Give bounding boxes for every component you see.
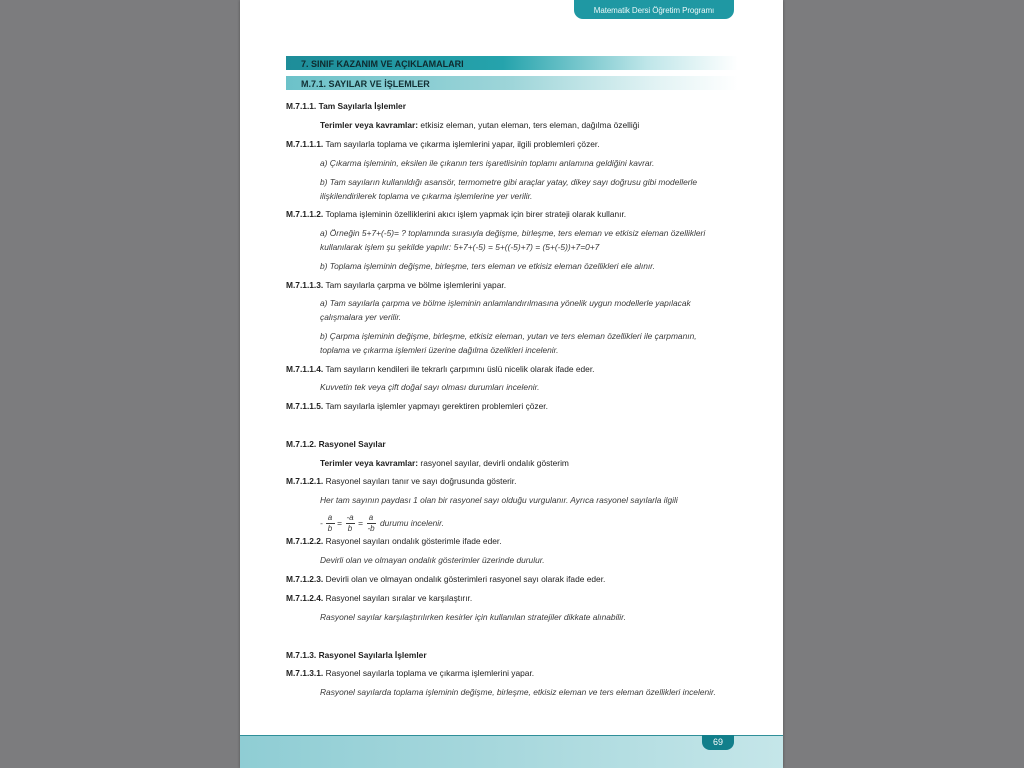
outcome-code: M.7.1.2.1. (286, 476, 324, 486)
explanation: çalışmalara yer verilir. (320, 312, 402, 322)
outcome-code: M.7.1.1.2. (286, 209, 324, 219)
explanation: Kuvvetin tek veya çift doğal sayı olması durumları incelenir. (320, 382, 540, 392)
terms-text: etkisiz eleman, yutan eleman, ters eleman, dağılma özelliği (420, 120, 640, 130)
outcome-line (286, 477, 516, 485)
equals-sign: = (337, 518, 342, 528)
explanation: ilişkilendirilerek toplama ve çıkarma işlemlerine yer verilir. (320, 191, 533, 201)
outcome-text: Rasyonel sayıları tanır ve sayı doğrusunda gösterir. (325, 476, 517, 486)
outcome-text: Tam sayılarla toplama ve çıkarma işlemlerini yapar, ilgili problemleri çözer. (325, 139, 600, 149)
page-number: 69 (712, 737, 723, 747)
fraction-numerator: a (368, 513, 374, 522)
explanation: Rasyonel sayılar karşılaştırılırken kesirler için kullanılan stratejiler dikkate alınabilir. (320, 612, 626, 622)
outcome-text: Tam sayıların kendileri ile tekrarlı çarpımını üslü nicelik olarak ifade eder. (325, 364, 595, 374)
fraction-denominator: -b (367, 524, 375, 533)
unit-title: M.7.1. SAYILAR VE İŞLEMLER (301, 78, 430, 89)
fraction-numerator: a (327, 513, 333, 522)
outcome-code: M.7.1.2.3. (286, 574, 324, 584)
page-number-tab (702, 735, 734, 750)
outcome-text: Rasyonel sayıları sıralar ve karşılaştırır. (325, 593, 473, 603)
outcome-text: Toplama işleminin özelliklerini akıcı işlem yapmak için birer strateji olarak kullanır. (325, 209, 627, 219)
explanation: Devirli olan ve olmayan ondalık gösterimler üzerinde durulur. (320, 555, 545, 565)
outcome-line (286, 575, 605, 583)
explanation: Her tam sayının paydası 1 olan bir rasyonel sayı olduğu vurgulanır. Ayrıca rasyonel sayılarla ilgili (320, 495, 678, 505)
unit-band (286, 76, 738, 90)
outcome-code: M.7.1.3.1. (286, 668, 324, 678)
outcome-text: Devirli olan ve olmayan ondalık gösterimleri rasyonel sayı olarak ifade eder. (325, 574, 606, 584)
minus-sign: - (320, 518, 323, 528)
explanation: toplama ve çıkarma işlemleri üzerine dağılma özelikleri incelenir. (320, 345, 559, 355)
outcome-text: Rasyonel sayıları ondalık gösterimle ifade eder. (325, 536, 502, 546)
outcome-code: M.7.1.1.4. (286, 364, 324, 374)
explanation: a) Örneğin 5+7+(-5)= ? toplamında sırasıyla değişme, birleşme, ters eleman ve etkisiz eleman özellikleri (320, 228, 706, 238)
outcome-line (286, 402, 548, 410)
explanation: a) Çıkarma işleminin, eksilen ile çıkanın ters işaretlisinin toplamı anlamına geldiğini kavrar. (320, 158, 655, 168)
outcome-code: M.7.1.2.2. (286, 536, 324, 546)
outcome-text: Tam sayılarla işlemler yapmayı gerektiren problemleri çözer. (325, 401, 548, 411)
outcome-line (286, 537, 502, 545)
fraction-denominator: b (327, 524, 333, 533)
terms-label: Terimler veya kavramlar: (320, 120, 419, 130)
outcome-text: Tam sayılarla çarpma ve bölme işlemlerini yapar. (325, 280, 507, 290)
header-title: Matematik Dersi Öğretim Programı (593, 6, 715, 15)
outcome-code: M.7.1.1.1. (286, 139, 324, 149)
section-heading: M.7.1.3. Rasyonel Sayılarla İşlemler (286, 650, 427, 660)
outcome-code: M.7.1.1.5. (286, 401, 324, 411)
explanation: b) Tam sayıların kullanıldığı asansör, termometre gibi araçlar yatay, dikey sayı doğrusu gibi modellerle (320, 177, 698, 187)
document-page (240, 0, 783, 768)
explanation: b) Çarpma işleminin değişme, birleşme, etkisiz eleman, yutan ve ters eleman özellikleri ile çarpmanın, (320, 331, 697, 341)
grade-band (286, 56, 738, 70)
explanation: a) Tam sayılarla çarpma ve bölme işleminin anlamlandırılmasına yönelik uygun modellerle yapılacak (320, 298, 691, 308)
section-heading: M.7.1.2. Rasyonel Sayılar (286, 439, 386, 449)
outcome-code: M.7.1.1.3. (286, 280, 324, 290)
outcome-line (286, 210, 626, 218)
terms-text: rasyonel sayılar, devirli ondalık gösterim (420, 458, 569, 468)
outcome-line (286, 365, 594, 373)
terms-label: Terimler veya kavramlar: (320, 458, 419, 468)
fraction-tail: durumu incelenir. (380, 518, 444, 528)
grade-title: 7. SINIF KAZANIM VE AÇIKLAMALARI (301, 58, 464, 69)
outcome-line (286, 281, 506, 289)
fraction-numerator: -a (346, 513, 354, 522)
explanation: kullanılarak işlem şu şekilde yapılır: 5+7+(-5) = 5+((-5)+7) = (5+(-5))+7=0+7 (320, 242, 600, 252)
outcome-line (286, 669, 534, 677)
header-tab (574, 0, 734, 19)
fraction-denominator: b (347, 524, 353, 533)
explanation: Rasyonel sayılarda toplama işleminin değişme, birleşme, etkisiz eleman ve ters eleman özellikleri incelenir. (320, 687, 716, 697)
outcome-line (286, 140, 600, 148)
outcome-code: M.7.1.2.4. (286, 593, 324, 603)
section-heading: M.7.1.1. Tam Sayılarla İşlemler (286, 101, 406, 111)
outcome-text: Rasyonel sayılarla toplama ve çıkarma işlemlerini yapar. (325, 668, 535, 678)
terms-line (320, 459, 569, 467)
terms-line (320, 121, 639, 129)
equals-sign: = (358, 518, 363, 528)
outcome-line (286, 594, 472, 602)
explanation: b) Toplama işleminin değişme, birleşme, ters eleman ve etkisiz eleman özellikleri ele alınır. (320, 261, 655, 271)
